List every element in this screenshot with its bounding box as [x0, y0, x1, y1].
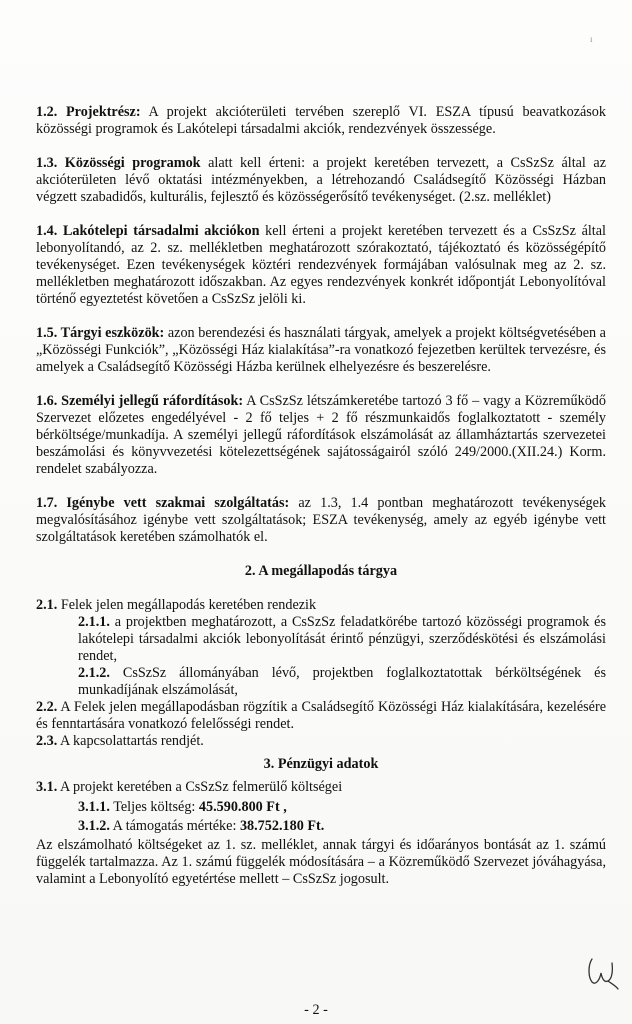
section-2-1-text: Felek jelen megállapodás keretében rendezik	[57, 597, 317, 613]
section-1-3-text: alatt kell érteni: a projekt keretében tervezett, a CsSzSz által az akcióterületen lévő oktatási intézményekben, a létrehozandó Családsegítő Közösségi Házban végzett szabadidős, kulturális, fejlesztő és közösségerősítő tevékenységet. (2.sz. melléklet)	[36, 155, 606, 205]
section-3-1-1-num: 3.1.1.	[78, 799, 110, 815]
section-1-7	[36, 495, 606, 546]
initials-signature	[586, 951, 620, 991]
section-2-2	[36, 699, 606, 733]
section-1-7-label: 1.7. Igénybe vett szakmai szolgáltatás:	[36, 495, 290, 511]
section-2-3	[36, 733, 606, 750]
section-1-7-text: az 1.3, 1.4 pontban meghatározott tevékenységek megvalósításához igénybe vett szolgáltatások; ESZA tevékenység, amely az egyéb igénybe vett szolgáltatások keretében számolhatók el.	[36, 495, 606, 545]
section-1-2-text: A projekt akcióterületi tervében szereplő VI. ESZA típusú beavatkozások közösségi programok és Lakótelepi társadalmi akciók, rendezvények összessége.	[36, 104, 606, 137]
section-2-3-text: A kapcsolattartás rendjét.	[57, 733, 204, 749]
total-cost-value: 45.590.800 Ft ,	[198, 799, 287, 815]
page-number: - 2 -	[304, 1002, 328, 1018]
section-1-3-label: 1.3. Közösségi programok	[36, 155, 201, 171]
section-1-5-text: azon berendezési és használati tárgyak, amelyek a projekt költségvetésében a „Közösségi Funkciók”, „Közösségi Ház kialakítása”-ra vonatkozó fejezetben kerültek tervezésre, és amelyek a Családsegítő Közösségi Házba kerülnek elhelyezésre és beszerelésre.	[36, 325, 606, 375]
section-1-5-label: 1.5. Tárgyi eszközök:	[36, 325, 165, 341]
corner-mark: ı	[590, 34, 593, 44]
section-3-1-num: 3.1.	[36, 779, 58, 795]
heading-section-2: 2. A megállapodás tárgya	[244, 563, 398, 579]
section-1-5	[36, 325, 606, 376]
support-amount-value: 38.752.180 Ft.	[239, 818, 325, 834]
section-2-1	[36, 597, 606, 614]
section-2-1-num: 2.1.	[36, 597, 58, 613]
section-1-6-text: A CsSzSz létszámkeretébe tartozó 3 fő – vagy a Közreműködő Szervezet előzetes engedélyével - 2 fő teljes + 2 fő részmunkaidős foglalkoztatott - személy bérköltsége/munkadíja. A személyi jellegű ráfordítások elszámolását az államháztartás szervezetei beszámolási és könyvvezetési kötelezettségének sajátosságairól szóló 249/2000.(XII.24.) Korm. rendelet szabályozza.	[36, 393, 606, 477]
section-1-4-text: kell érteni a projekt keretében tervezett és a CsSzSz által lebonyolítandó, az 2. sz. mellékletben meghatározott szórakoztató, tájékoztató és közösségépítő tevékenységet. Ezen tevékenységek köztéri rendezvények formájában valósulnak meg az 2. sz. mellékletben meghatározott időszakban. Az egyes rendezvények konkrét időpontját Lebonyolítóval történő egyeztetést követően a CsSzSz jelöli ki.	[36, 223, 606, 307]
section-1-3	[36, 155, 606, 206]
heading-section-3: 3. Pénzügyi adatok	[263, 756, 379, 772]
total-cost-line	[36, 798, 606, 817]
section-2-1-2	[36, 665, 606, 699]
section-2-2-num: 2.2.	[36, 699, 58, 715]
section-1-4-label: 1.4. Lakótelepi társadalmi akciókon	[36, 223, 260, 239]
section-2-1-2-num: 2.1.2.	[78, 665, 110, 681]
section-3-1	[36, 779, 606, 796]
support-amount-label: A támogatás mértéke:	[109, 818, 240, 834]
support-amount-line	[36, 817, 606, 836]
closing-paragraph: Az elszámolható költségeket az 1. sz. melléklet, annak tárgyi és időarányos bontását az 1. számú függelék tartalmazza. Az 1. számú függelék módosítására – a Közreműködő Szervezet jóváhagyása, valamint a Lebonyolító egyetértése mellett – CsSzSz jogosult.	[36, 837, 606, 887]
section-1-2	[36, 104, 606, 138]
section-1-2-label: 1.2. Projektrész:	[36, 104, 141, 120]
section-1-4	[36, 223, 606, 308]
section-1-6-label: 1.6. Személyi jellegű ráfordítások:	[36, 393, 244, 409]
section-1-6	[36, 393, 606, 478]
section-3-1-2-num: 3.1.2.	[78, 818, 110, 834]
section-2-2-text: A Felek jelen megállapodásban rögzítik a Családsegítő Közösségi Ház kialakítására, kezelésére és fenntartására vonatkozó felelősségi rendet.	[36, 699, 606, 732]
section-2-1-1-num: 2.1.1.	[78, 614, 110, 630]
section-2-3-num: 2.3.	[36, 733, 58, 749]
section-3-1-text: A projekt keretében a CsSzSz felmerülő költségei	[57, 779, 343, 795]
section-2-1-1-text: a projektben meghatározott, a CsSzSz feladatkörébe tartozó közösségi programok és lakótelepi társadalmi akciók lebonyolítását érintő pénzügyi, szerződéskötési és elszámolási rendet,	[78, 614, 606, 664]
section-2-1-1	[36, 614, 606, 665]
total-cost-label: Teljes költség:	[109, 799, 199, 815]
section-2-1-2-text: CsSzSz állományában lévő, projektben foglalkoztatottak bérköltségének és munkadíjának elszámolását,	[78, 665, 606, 698]
